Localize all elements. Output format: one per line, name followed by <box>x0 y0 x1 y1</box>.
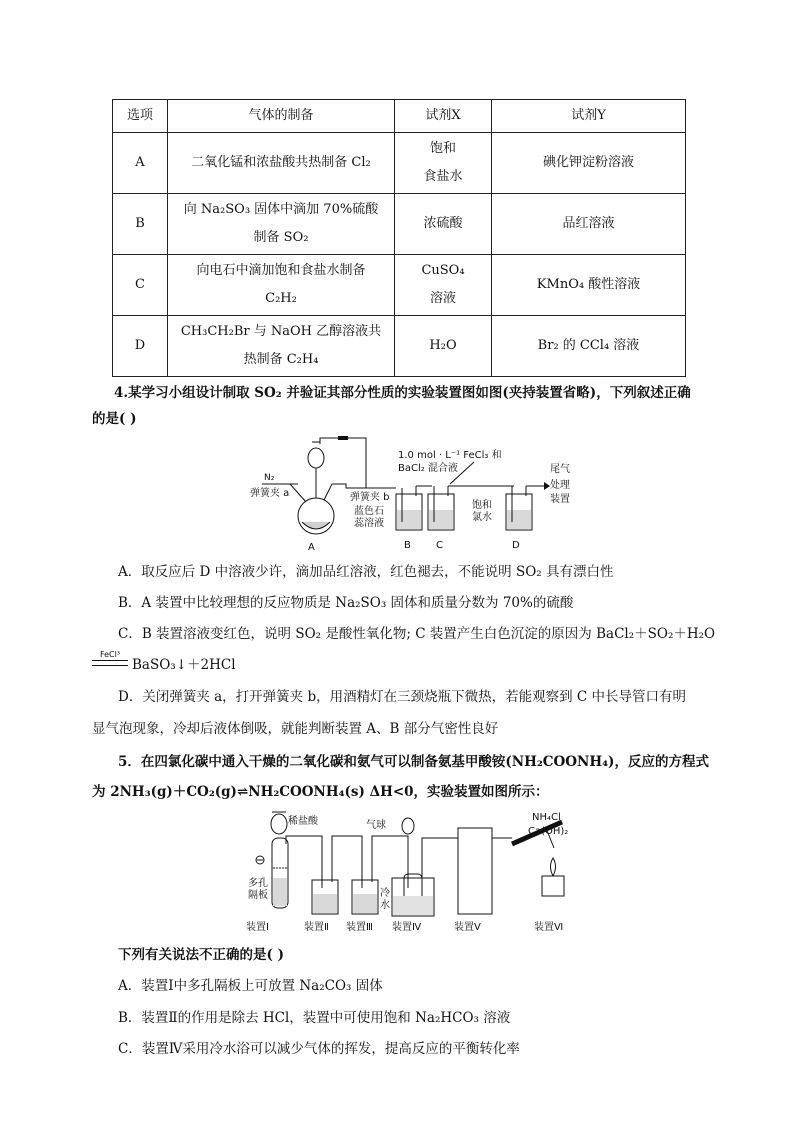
nh4cl-label: NH₄Cl <box>532 812 561 823</box>
tail-label-3: 装置 <box>550 494 570 505</box>
tail-label-2: 处理 <box>550 480 570 491</box>
caoh2-label: Ca(OH)₂ <box>528 826 569 837</box>
device-VI-label: 装置Ⅵ <box>534 922 564 933</box>
q5-option-a: A．装置Ⅰ中多孔隔板上可放置 Na₂CO₃ 固体 <box>118 978 383 994</box>
label-A: A <box>308 542 315 553</box>
cold-water-1: 冷 <box>380 888 390 899</box>
mixture-label-2: BaCl₂ 混合液 <box>398 463 458 474</box>
cold-water-2: 水 <box>380 900 390 911</box>
chlorine-label-1: 饱和 <box>472 500 492 511</box>
chlorine-label-2: 氯水 <box>472 512 492 523</box>
table-row: C 向电石中滴加饱和食盐水制备 C₂H₂ CuSO₄ 溶液 KMnO₄ 酸性溶液 <box>113 255 686 316</box>
reaction-condition: FeCl³ <box>99 650 121 659</box>
q4-stem-line2: 的是( ) <box>92 411 137 427</box>
q4-option-d-line1: D．关闭弹簧夹 a，打开弹簧夹 b，用酒精灯在三颈烧瓶下微热，若能观察到 C 中长导管口有明 <box>118 689 687 705</box>
q5-option-b: B．装置Ⅱ的作用是除去 HCl，装置中可使用饱和 Na₂HCO₃ 溶液 <box>118 1010 511 1026</box>
q4-option-d-line2: 显气泡现象，冷却后液体倒吸，就能判断装置 A、B 部分气密性良好 <box>92 721 499 737</box>
clip-b-label: 弹簧夹 b <box>350 492 390 503</box>
table-row: B 向 Na₂SO₃ 固体中滴加 70%硫酸 制备 SO₂ 浓硫酸 品红溶液 <box>113 194 686 255</box>
mixture-label-1: 1.0 mol · L⁻¹ FeCl₃ 和 <box>398 450 502 461</box>
q5-stem-line1: 5．在四氯化碳中通入干燥的二氧化碳和氨气可以制备氨基甲酸铵(NH₂COONH₄)，反应的方程式 <box>118 754 709 770</box>
device-I-label: 装置Ⅰ <box>246 922 269 933</box>
table-header: 选项 <box>113 100 168 133</box>
label-D: D <box>512 540 520 551</box>
litmus-label-1: 蓝色石 <box>354 506 384 517</box>
table-row: A 二氧化锰和浓盐酸共热制备 Cl₂ 饱和 食盐水 碘化钾淀粉溶液 <box>113 133 686 194</box>
table-header: 试剂X <box>395 100 492 133</box>
q4-stem-line1: 4.某学习小组设计制取 SO₂ 并验证其部分性质的实验装置图如图(夹持装置省略)，下列叙述正确 <box>114 385 691 401</box>
alcohol-lamp <box>542 876 564 896</box>
plate-label-2: 隔板 <box>248 890 268 901</box>
table-header: 试剂Y <box>492 100 686 133</box>
litmus-label-2: 蕊溶液 <box>354 518 384 529</box>
device-II-label: 装置Ⅱ <box>304 922 329 933</box>
tail-label-1: 尾气 <box>550 464 570 475</box>
plate-label-1: 多孔 <box>248 878 268 889</box>
q5-option-c: C．装置Ⅳ采用冷水浴可以减少气体的挥发，提高反应的平衡转化率 <box>118 1041 520 1057</box>
q4-option-c-line2: BaSO₃↓＋2HCl <box>132 657 236 673</box>
reaction-equals-sign <box>92 660 128 666</box>
device-V-box <box>458 828 492 914</box>
reagent-table <box>112 99 686 377</box>
table-header: 气体的制备 <box>168 100 395 133</box>
table-row: D CH₃CH₂Br 与 NaOH 乙醇溶液共 热制备 C₂H₄ H₂O Br₂ 的 CCl₄ 溶液 <box>113 316 686 377</box>
balloon <box>402 818 414 834</box>
clip-a-label: 弹簧夹 a <box>250 488 290 499</box>
label-B: B <box>404 540 411 551</box>
q5-stem-line2: 为 2NH₃(g)＋CO₂(g)⇌NH₂COONH₄(s) ΔH<0，实验装置如图所示： <box>92 784 549 800</box>
device-IV-label: 装置Ⅳ <box>392 922 422 933</box>
q4-option-c-line1: C．B 装置溶液变红色，说明 SO₂ 是酸性氧化物; C 装置产生白色沉淀的原因为 BaCl₂＋SO₂＋H₂O <box>118 626 716 642</box>
q4-apparatus-diagram <box>246 436 576 556</box>
device-III-label: 装置Ⅲ <box>346 922 373 933</box>
hcl-label: 稀盐酸 <box>288 816 318 827</box>
device-V-label: 装置Ⅴ <box>454 922 481 933</box>
q5-question: 下列有关说法不正确的是( ) <box>118 947 284 963</box>
q5-apparatus-diagram <box>242 808 582 938</box>
n2-label: N₂ <box>264 473 275 483</box>
q4-option-b: B．A 装置中比较理想的反应物质是 Na₂SO₃ 固体和质量分数为 70%的硫酸 <box>118 595 574 611</box>
dropping-funnel <box>308 448 324 468</box>
label-C: C <box>436 540 443 551</box>
q4-option-a: A．取反应后 D 中溶液少许，滴加品红溶液，红色褪去，不能说明 SO₂ 具有漂白性 <box>118 564 614 580</box>
balloon-label: 气球 <box>366 820 386 831</box>
